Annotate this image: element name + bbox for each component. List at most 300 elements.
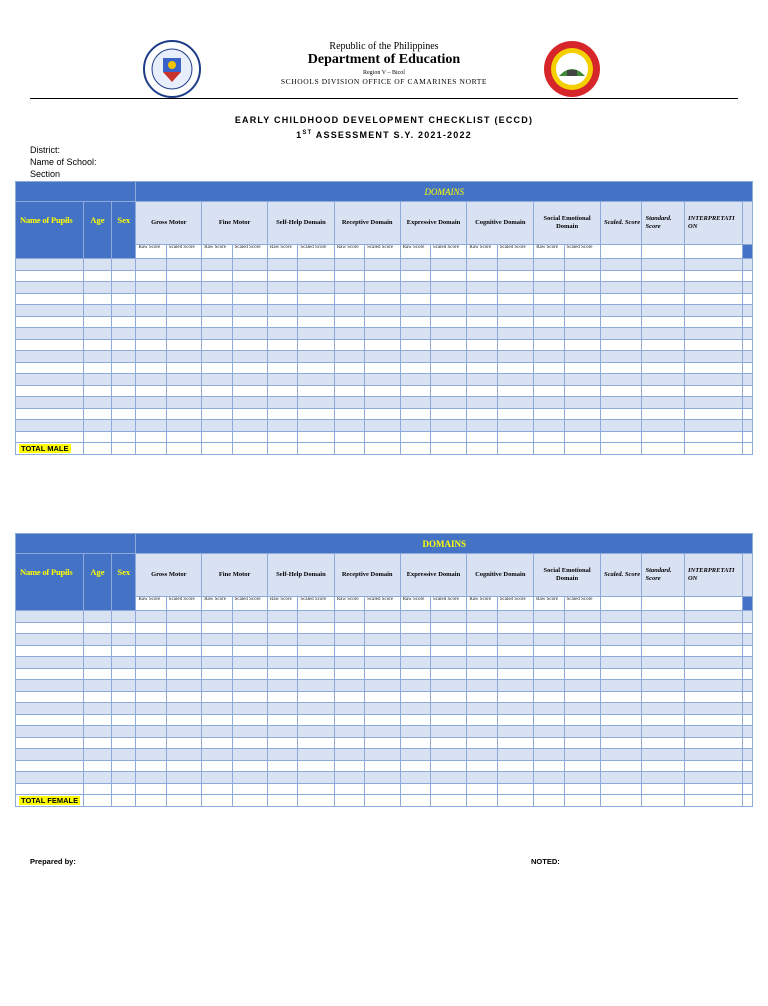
data-cell[interactable] — [83, 351, 111, 363]
data-cell[interactable] — [365, 611, 400, 623]
data-cell[interactable] — [642, 351, 685, 363]
data-cell[interactable] — [467, 714, 497, 726]
data-cell[interactable] — [497, 783, 533, 795]
data-cell[interactable] — [600, 726, 642, 738]
data-cell[interactable] — [497, 408, 533, 420]
data-cell[interactable] — [684, 726, 742, 738]
data-cell[interactable] — [400, 749, 430, 761]
data-cell[interactable] — [534, 408, 564, 420]
data-cell[interactable] — [534, 282, 564, 294]
data-cell[interactable] — [83, 668, 111, 680]
data-cell[interactable] — [742, 420, 752, 432]
data-cell[interactable] — [232, 668, 267, 680]
data-cell[interactable] — [202, 293, 232, 305]
data-cell[interactable] — [166, 726, 201, 738]
data-cell[interactable] — [166, 622, 201, 634]
data-cell[interactable] — [298, 293, 334, 305]
data-cell[interactable] — [83, 431, 111, 443]
data-cell[interactable] — [564, 783, 600, 795]
data-cell[interactable] — [430, 293, 466, 305]
data-cell[interactable] — [430, 259, 466, 271]
data-cell[interactable] — [430, 351, 466, 363]
data-cell[interactable] — [467, 259, 497, 271]
data-cell[interactable] — [83, 408, 111, 420]
data-cell[interactable] — [642, 282, 685, 294]
data-cell[interactable] — [430, 420, 466, 432]
data-cell[interactable] — [534, 783, 564, 795]
data-cell[interactable] — [202, 305, 232, 317]
data-cell[interactable] — [202, 611, 232, 623]
data-cell[interactable] — [232, 328, 267, 340]
data-cell[interactable] — [268, 328, 298, 340]
data-cell[interactable] — [600, 783, 642, 795]
data-cell[interactable] — [742, 270, 752, 282]
data-cell[interactable] — [684, 657, 742, 669]
data-cell[interactable] — [268, 772, 298, 784]
data-cell[interactable] — [365, 351, 400, 363]
data-cell[interactable] — [467, 339, 497, 351]
data-cell[interactable] — [202, 385, 232, 397]
data-cell[interactable] — [166, 703, 201, 715]
data-cell[interactable] — [600, 749, 642, 761]
data-cell[interactable] — [202, 431, 232, 443]
data-cell[interactable] — [430, 645, 466, 657]
data-cell[interactable] — [534, 339, 564, 351]
data-cell[interactable] — [334, 282, 364, 294]
data-cell[interactable] — [136, 259, 166, 271]
data-cell[interactable] — [497, 362, 533, 374]
data-cell[interactable] — [564, 316, 600, 328]
data-cell[interactable] — [365, 714, 400, 726]
data-cell[interactable] — [365, 680, 400, 692]
data-cell[interactable] — [600, 420, 642, 432]
data-cell[interactable] — [232, 431, 267, 443]
data-cell[interactable] — [365, 760, 400, 772]
total-cell[interactable] — [365, 795, 400, 807]
data-cell[interactable] — [685, 397, 743, 409]
data-cell[interactable] — [467, 270, 497, 282]
data-cell[interactable] — [600, 657, 642, 669]
data-cell[interactable] — [400, 431, 430, 443]
data-cell[interactable] — [298, 408, 334, 420]
data-cell[interactable] — [166, 737, 201, 749]
data-cell[interactable] — [166, 305, 201, 317]
data-cell[interactable] — [83, 737, 111, 749]
data-cell[interactable] — [16, 703, 84, 715]
data-cell[interactable] — [642, 691, 685, 703]
data-cell[interactable] — [16, 737, 84, 749]
data-cell[interactable] — [742, 431, 752, 443]
data-cell[interactable] — [202, 339, 232, 351]
data-cell[interactable] — [684, 749, 742, 761]
data-cell[interactable] — [684, 680, 742, 692]
data-cell[interactable] — [83, 293, 111, 305]
data-cell[interactable] — [136, 760, 166, 772]
data-cell[interactable] — [298, 691, 334, 703]
data-cell[interactable] — [16, 783, 84, 795]
data-cell[interactable] — [16, 293, 84, 305]
data-cell[interactable] — [136, 420, 166, 432]
data-cell[interactable] — [685, 316, 743, 328]
data-cell[interactable] — [83, 714, 111, 726]
data-cell[interactable] — [600, 668, 642, 680]
data-cell[interactable] — [684, 703, 742, 715]
data-cell[interactable] — [430, 374, 466, 386]
data-cell[interactable] — [268, 634, 298, 646]
data-cell[interactable] — [642, 385, 685, 397]
data-cell[interactable] — [334, 374, 364, 386]
data-cell[interactable] — [202, 634, 232, 646]
data-cell[interactable] — [467, 362, 497, 374]
data-cell[interactable] — [467, 703, 497, 715]
data-cell[interactable] — [16, 680, 84, 692]
data-cell[interactable] — [83, 270, 111, 282]
data-cell[interactable] — [298, 760, 334, 772]
data-cell[interactable] — [334, 772, 364, 784]
data-cell[interactable] — [430, 691, 466, 703]
data-cell[interactable] — [268, 408, 298, 420]
data-cell[interactable] — [430, 362, 466, 374]
data-cell[interactable] — [400, 772, 430, 784]
data-cell[interactable] — [684, 645, 742, 657]
data-cell[interactable] — [83, 680, 111, 692]
data-cell[interactable] — [534, 270, 564, 282]
data-cell[interactable] — [334, 362, 364, 374]
data-cell[interactable] — [166, 328, 201, 340]
total-cell[interactable] — [564, 795, 600, 807]
data-cell[interactable] — [400, 783, 430, 795]
data-cell[interactable] — [742, 339, 752, 351]
data-cell[interactable] — [564, 749, 600, 761]
data-cell[interactable] — [112, 783, 136, 795]
data-cell[interactable] — [642, 749, 685, 761]
total-cell[interactable] — [642, 795, 685, 807]
data-cell[interactable] — [334, 420, 364, 432]
data-cell[interactable] — [232, 749, 267, 761]
data-cell[interactable] — [400, 270, 430, 282]
data-cell[interactable] — [166, 749, 201, 761]
total-cell[interactable] — [232, 795, 267, 807]
data-cell[interactable] — [642, 680, 685, 692]
data-cell[interactable] — [298, 374, 334, 386]
total-cell[interactable] — [166, 443, 201, 455]
data-cell[interactable] — [430, 749, 466, 761]
total-cell[interactable] — [742, 795, 752, 807]
data-cell[interactable] — [232, 680, 267, 692]
data-cell[interactable] — [600, 737, 642, 749]
data-cell[interactable] — [497, 714, 533, 726]
data-cell[interactable] — [365, 726, 400, 738]
data-cell[interactable] — [742, 351, 752, 363]
data-cell[interactable] — [430, 783, 466, 795]
data-cell[interactable] — [83, 385, 111, 397]
data-cell[interactable] — [268, 622, 298, 634]
data-cell[interactable] — [564, 305, 600, 317]
data-cell[interactable] — [365, 645, 400, 657]
total-cell[interactable] — [112, 443, 136, 455]
data-cell[interactable] — [534, 634, 564, 646]
data-cell[interactable] — [334, 270, 364, 282]
data-cell[interactable] — [400, 760, 430, 772]
data-cell[interactable] — [564, 668, 600, 680]
data-cell[interactable] — [202, 374, 232, 386]
data-cell[interactable] — [400, 691, 430, 703]
data-cell[interactable] — [600, 362, 642, 374]
data-cell[interactable] — [742, 316, 752, 328]
total-cell[interactable] — [334, 795, 364, 807]
data-cell[interactable] — [268, 374, 298, 386]
total-cell[interactable] — [600, 443, 642, 455]
data-cell[interactable] — [83, 339, 111, 351]
data-cell[interactable] — [232, 270, 267, 282]
data-cell[interactable] — [16, 328, 84, 340]
data-cell[interactable] — [642, 657, 685, 669]
data-cell[interactable] — [534, 749, 564, 761]
data-cell[interactable] — [298, 645, 334, 657]
data-cell[interactable] — [642, 270, 685, 282]
data-cell[interactable] — [232, 259, 267, 271]
data-cell[interactable] — [685, 339, 743, 351]
data-cell[interactable] — [334, 634, 364, 646]
data-cell[interactable] — [112, 351, 136, 363]
data-cell[interactable] — [202, 282, 232, 294]
data-cell[interactable] — [232, 714, 267, 726]
data-cell[interactable] — [564, 634, 600, 646]
total-cell[interactable] — [497, 795, 533, 807]
data-cell[interactable] — [534, 305, 564, 317]
data-cell[interactable] — [497, 282, 533, 294]
data-cell[interactable] — [684, 737, 742, 749]
data-cell[interactable] — [400, 316, 430, 328]
data-cell[interactable] — [564, 611, 600, 623]
data-cell[interactable] — [365, 305, 400, 317]
data-cell[interactable] — [334, 293, 364, 305]
total-cell[interactable] — [642, 443, 685, 455]
total-cell[interactable] — [742, 443, 752, 455]
data-cell[interactable] — [534, 726, 564, 738]
data-cell[interactable] — [136, 374, 166, 386]
data-cell[interactable] — [166, 374, 201, 386]
total-cell[interactable] — [467, 443, 497, 455]
data-cell[interactable] — [268, 351, 298, 363]
data-cell[interactable] — [642, 634, 685, 646]
data-cell[interactable] — [268, 339, 298, 351]
data-cell[interactable] — [83, 703, 111, 715]
data-cell[interactable] — [202, 714, 232, 726]
data-cell[interactable] — [685, 328, 743, 340]
data-cell[interactable] — [16, 714, 84, 726]
data-cell[interactable] — [166, 362, 201, 374]
data-cell[interactable] — [202, 691, 232, 703]
data-cell[interactable] — [467, 316, 497, 328]
data-cell[interactable] — [742, 726, 752, 738]
data-cell[interactable] — [112, 714, 136, 726]
data-cell[interactable] — [400, 680, 430, 692]
data-cell[interactable] — [136, 714, 166, 726]
data-cell[interactable] — [534, 293, 564, 305]
data-cell[interactable] — [564, 397, 600, 409]
data-cell[interactable] — [534, 385, 564, 397]
data-cell[interactable] — [564, 431, 600, 443]
data-cell[interactable] — [400, 362, 430, 374]
data-cell[interactable] — [430, 431, 466, 443]
data-cell[interactable] — [400, 657, 430, 669]
data-cell[interactable] — [497, 293, 533, 305]
data-cell[interactable] — [534, 351, 564, 363]
data-cell[interactable] — [400, 420, 430, 432]
data-cell[interactable] — [16, 611, 84, 623]
data-cell[interactable] — [400, 374, 430, 386]
data-cell[interactable] — [136, 703, 166, 715]
data-cell[interactable] — [685, 305, 743, 317]
data-cell[interactable] — [365, 783, 400, 795]
data-cell[interactable] — [497, 622, 533, 634]
data-cell[interactable] — [564, 339, 600, 351]
data-cell[interactable] — [298, 351, 334, 363]
total-cell[interactable] — [365, 443, 400, 455]
data-cell[interactable] — [268, 362, 298, 374]
data-cell[interactable] — [467, 657, 497, 669]
data-cell[interactable] — [202, 351, 232, 363]
data-cell[interactable] — [742, 328, 752, 340]
data-cell[interactable] — [268, 726, 298, 738]
data-cell[interactable] — [136, 691, 166, 703]
data-cell[interactable] — [83, 772, 111, 784]
data-cell[interactable] — [232, 726, 267, 738]
data-cell[interactable] — [16, 622, 84, 634]
data-cell[interactable] — [534, 772, 564, 784]
data-cell[interactable] — [742, 737, 752, 749]
data-cell[interactable] — [742, 305, 752, 317]
data-cell[interactable] — [600, 703, 642, 715]
data-cell[interactable] — [365, 737, 400, 749]
data-cell[interactable] — [742, 691, 752, 703]
data-cell[interactable] — [166, 316, 201, 328]
data-cell[interactable] — [600, 634, 642, 646]
data-cell[interactable] — [430, 772, 466, 784]
data-cell[interactable] — [642, 737, 685, 749]
data-cell[interactable] — [534, 737, 564, 749]
data-cell[interactable] — [742, 668, 752, 680]
data-cell[interactable] — [564, 714, 600, 726]
data-cell[interactable] — [642, 316, 685, 328]
data-cell[interactable] — [534, 680, 564, 692]
data-cell[interactable] — [742, 680, 752, 692]
data-cell[interactable] — [600, 385, 642, 397]
data-cell[interactable] — [16, 668, 84, 680]
data-cell[interactable] — [166, 339, 201, 351]
data-cell[interactable] — [334, 431, 364, 443]
data-cell[interactable] — [534, 668, 564, 680]
data-cell[interactable] — [685, 259, 743, 271]
data-cell[interactable] — [400, 328, 430, 340]
data-cell[interactable] — [232, 339, 267, 351]
data-cell[interactable] — [232, 316, 267, 328]
data-cell[interactable] — [497, 760, 533, 772]
data-cell[interactable] — [202, 772, 232, 784]
total-cell[interactable] — [268, 443, 298, 455]
data-cell[interactable] — [534, 397, 564, 409]
data-cell[interactable] — [600, 339, 642, 351]
data-cell[interactable] — [467, 737, 497, 749]
data-cell[interactable] — [430, 408, 466, 420]
data-cell[interactable] — [685, 282, 743, 294]
data-cell[interactable] — [166, 760, 201, 772]
data-cell[interactable] — [112, 657, 136, 669]
data-cell[interactable] — [642, 305, 685, 317]
total-cell[interactable] — [430, 795, 466, 807]
data-cell[interactable] — [497, 397, 533, 409]
data-cell[interactable] — [334, 397, 364, 409]
data-cell[interactable] — [166, 408, 201, 420]
data-cell[interactable] — [497, 691, 533, 703]
data-cell[interactable] — [16, 270, 84, 282]
data-cell[interactable] — [298, 622, 334, 634]
data-cell[interactable] — [298, 270, 334, 282]
data-cell[interactable] — [497, 351, 533, 363]
data-cell[interactable] — [112, 680, 136, 692]
data-cell[interactable] — [467, 431, 497, 443]
data-cell[interactable] — [600, 293, 642, 305]
total-cell[interactable] — [684, 795, 742, 807]
data-cell[interactable] — [534, 622, 564, 634]
data-cell[interactable] — [232, 282, 267, 294]
data-cell[interactable] — [16, 259, 84, 271]
data-cell[interactable] — [742, 772, 752, 784]
data-cell[interactable] — [564, 420, 600, 432]
data-cell[interactable] — [497, 772, 533, 784]
data-cell[interactable] — [685, 420, 743, 432]
data-cell[interactable] — [202, 622, 232, 634]
data-cell[interactable] — [685, 408, 743, 420]
data-cell[interactable] — [202, 420, 232, 432]
data-cell[interactable] — [83, 611, 111, 623]
data-cell[interactable] — [83, 783, 111, 795]
data-cell[interactable] — [268, 420, 298, 432]
data-cell[interactable] — [112, 668, 136, 680]
data-cell[interactable] — [400, 408, 430, 420]
data-cell[interactable] — [467, 726, 497, 738]
data-cell[interactable] — [268, 316, 298, 328]
data-cell[interactable] — [564, 408, 600, 420]
data-cell[interactable] — [430, 270, 466, 282]
data-cell[interactable] — [742, 408, 752, 420]
data-cell[interactable] — [564, 374, 600, 386]
total-cell[interactable] — [497, 443, 533, 455]
data-cell[interactable] — [685, 431, 743, 443]
data-cell[interactable] — [298, 783, 334, 795]
data-cell[interactable] — [467, 328, 497, 340]
data-cell[interactable] — [232, 657, 267, 669]
data-cell[interactable] — [298, 397, 334, 409]
data-cell[interactable] — [467, 680, 497, 692]
data-cell[interactable] — [497, 385, 533, 397]
total-cell[interactable] — [467, 795, 497, 807]
data-cell[interactable] — [202, 397, 232, 409]
data-cell[interactable] — [600, 760, 642, 772]
data-cell[interactable] — [742, 703, 752, 715]
data-cell[interactable] — [202, 668, 232, 680]
data-cell[interactable] — [232, 408, 267, 420]
data-cell[interactable] — [600, 397, 642, 409]
data-cell[interactable] — [334, 305, 364, 317]
data-cell[interactable] — [600, 374, 642, 386]
data-cell[interactable] — [642, 703, 685, 715]
data-cell[interactable] — [600, 282, 642, 294]
data-cell[interactable] — [365, 293, 400, 305]
data-cell[interactable] — [564, 657, 600, 669]
data-cell[interactable] — [600, 622, 642, 634]
